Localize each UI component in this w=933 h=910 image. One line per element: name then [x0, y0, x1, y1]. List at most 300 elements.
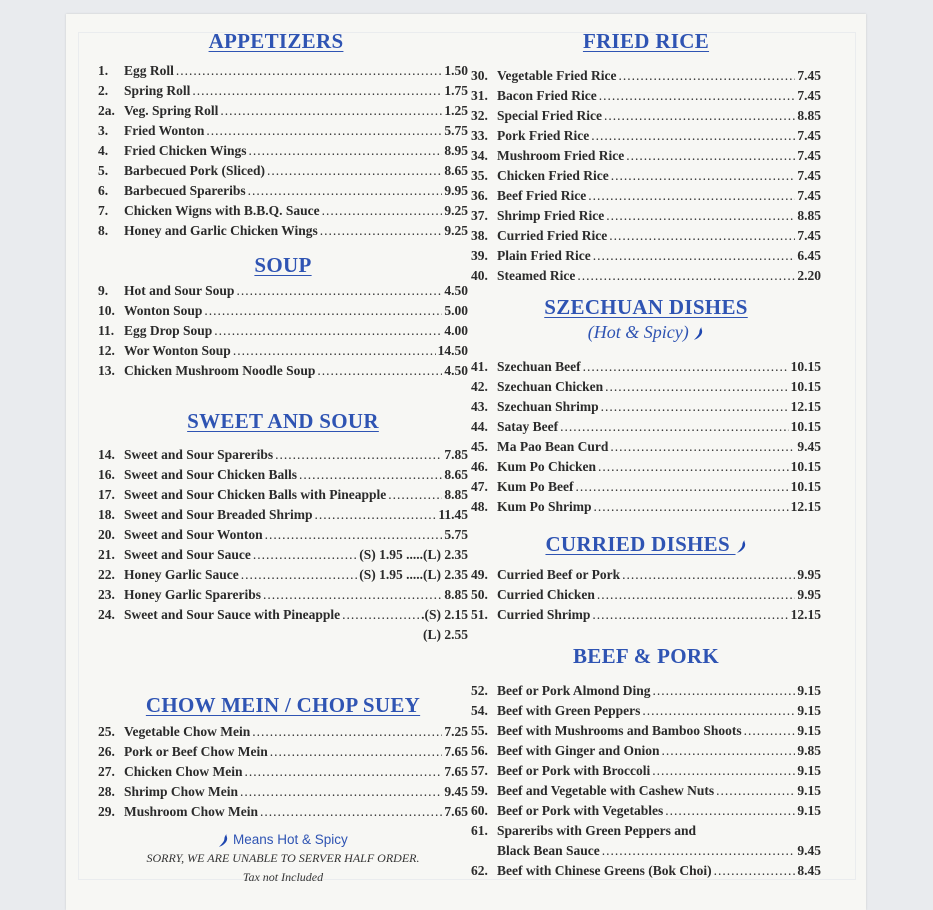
- leader-dots: [252, 722, 442, 742]
- item-price: 9.45: [797, 843, 821, 858]
- item-price: 7.65: [444, 764, 468, 779]
- item-price: 12.15: [790, 607, 821, 622]
- item-number: 20.: [98, 527, 115, 542]
- item-price: 8.85: [797, 208, 821, 223]
- menu-item: [471, 417, 821, 437]
- item-price: 9.15: [797, 763, 821, 778]
- item-name: Beef or Pork with Broccoli: [497, 763, 651, 778]
- item-number: 2a.: [98, 103, 115, 118]
- menu-item: [471, 565, 821, 585]
- menu-item: [471, 357, 821, 377]
- item-name: Veg. Spring Roll: [124, 103, 219, 118]
- item-name: Mushroom Chow Mein: [124, 804, 259, 819]
- leader-dots: [665, 801, 795, 821]
- menu-right-column: [471, 24, 821, 881]
- leader-dots: [299, 465, 442, 485]
- menu-item: [471, 761, 821, 781]
- menu-item: [471, 801, 821, 821]
- item-number: 31.: [471, 88, 488, 103]
- menu-item: [471, 781, 821, 801]
- menu-item-continued: [471, 841, 821, 861]
- soup-list: [98, 281, 468, 381]
- item-name: Beef with Mushrooms and Bamboo Shoots: [497, 723, 742, 738]
- item-number: 12.: [98, 343, 115, 358]
- leader-dots: [653, 681, 796, 701]
- leader-dots: [604, 106, 795, 126]
- item-name: Curried Shrimp: [497, 607, 591, 622]
- leader-dots: [253, 545, 357, 565]
- item-number: 7.: [98, 203, 109, 218]
- leader-dots: [622, 565, 795, 585]
- item-name: Egg Roll: [124, 63, 174, 78]
- menu-item: [471, 821, 821, 841]
- menu-item: [471, 146, 821, 166]
- menu-item: [98, 361, 468, 381]
- menu-item: [98, 321, 468, 341]
- menu-item: [471, 605, 821, 625]
- leader-dots: [560, 417, 789, 437]
- leader-dots: [618, 66, 795, 86]
- menu-item: [98, 605, 468, 625]
- chow-mein-list: [98, 722, 468, 822]
- item-name: Kum Po Beef: [497, 479, 574, 494]
- menu-item: [471, 861, 821, 881]
- menu-item: [98, 525, 468, 545]
- item-price: 7.45: [797, 128, 821, 143]
- item-price: 7.25: [444, 724, 468, 739]
- leader-dots: [714, 861, 796, 881]
- menu-item: [98, 341, 468, 361]
- item-number: 21.: [98, 547, 115, 562]
- item-number: 4.: [98, 143, 109, 158]
- item-name: Honey Garlic Sauce: [124, 567, 239, 582]
- menu-item: [98, 81, 468, 101]
- item-price: 8.85: [797, 108, 821, 123]
- item-price: 7.85: [444, 447, 468, 462]
- beef-pork-heading: BEEF & PORK: [572, 644, 720, 668]
- menu-item: [98, 565, 468, 585]
- item-name: Curried Beef or Pork: [497, 567, 621, 582]
- hot-spicy-legend: [98, 832, 468, 848]
- fried-rice-list: [471, 66, 821, 286]
- leader-dots: [598, 457, 789, 477]
- menu-item: [471, 66, 821, 86]
- leader-dots: [192, 81, 442, 101]
- chili-pepper-icon: [693, 326, 704, 341]
- curried-heading: [471, 529, 821, 559]
- item-number: 59.: [471, 783, 488, 798]
- item-number: 23.: [98, 587, 115, 602]
- item-number: 36.: [471, 188, 488, 203]
- leader-dots: [260, 802, 442, 822]
- menu-item: [471, 681, 821, 701]
- item-name: Beef with Ginger and Onion: [497, 743, 660, 758]
- item-name: Bacon Fried Rice: [497, 88, 597, 103]
- leader-dots: [270, 742, 443, 762]
- item-number: 18.: [98, 507, 115, 522]
- item-name: Plain Fried Rice: [497, 248, 591, 263]
- hot-spicy-legend-text: Means Hot & Spicy: [232, 832, 348, 847]
- beef-pork-list: [471, 681, 821, 881]
- leader-dots: [601, 397, 789, 417]
- item-price: 10.15: [790, 379, 821, 394]
- item-name: Szechuan Shrimp: [497, 399, 599, 414]
- leader-dots: [605, 377, 788, 397]
- leader-dots: [220, 101, 442, 121]
- leader-dots: [597, 585, 796, 605]
- item-number: 34.: [471, 148, 488, 163]
- item-name: Fried Wonton: [124, 123, 205, 138]
- leader-dots: [662, 741, 796, 761]
- menu-item: [471, 246, 821, 266]
- menu-item: [471, 701, 821, 721]
- leader-dots: [626, 146, 795, 166]
- leader-dots: [599, 86, 796, 106]
- leader-dots: [248, 181, 443, 201]
- leader-dots: [388, 485, 442, 505]
- menu-item: [471, 86, 821, 106]
- item-name: Vegetable Fried Rice: [497, 68, 617, 83]
- menu-item: [98, 101, 468, 121]
- item-name: Honey and Garlic Chicken Wings: [124, 223, 318, 238]
- menu-item: [471, 126, 821, 146]
- menu-item: [471, 377, 821, 397]
- item-number: 17.: [98, 487, 115, 502]
- leader-dots: [611, 166, 796, 186]
- menu-item: [98, 201, 468, 221]
- item-price: 7.45: [797, 88, 821, 103]
- item-number: 51.: [471, 607, 488, 622]
- item-price: 14.50: [437, 343, 468, 358]
- item-number: 1.: [98, 63, 109, 78]
- menu-item: [98, 762, 468, 782]
- item-name: Curried Fried Rice: [497, 228, 608, 243]
- szechuan-heading: SZECHUAN DISHES: [544, 295, 748, 319]
- menu-item: [471, 206, 821, 226]
- tax-notice: Tax not Included: [242, 869, 324, 884]
- leader-dots: [204, 301, 442, 321]
- item-name: Special Fried Rice: [497, 108, 602, 123]
- menu-item: [98, 782, 468, 802]
- item-name: Barbecued Pork (Sliced): [124, 163, 265, 178]
- item-number: 24.: [98, 607, 115, 622]
- leader-dots: [594, 497, 789, 517]
- item-name: Barbecued Spareribs: [124, 183, 246, 198]
- item-number: 47.: [471, 479, 488, 494]
- menu-item: [471, 585, 821, 605]
- item-name: Pork Fried Rice: [497, 128, 590, 143]
- item-price: 10.15: [790, 479, 821, 494]
- szechuan-subtitle: (Hot & Spicy): [587, 322, 689, 342]
- item-name: Beef with Chinese Greens (Bok Choi): [497, 863, 712, 878]
- item-price: 5.75: [444, 123, 468, 138]
- item-price: 1.25: [444, 103, 468, 118]
- menu-item: [98, 445, 468, 465]
- menu-item: [471, 397, 821, 417]
- item-price: 12.15: [790, 499, 821, 514]
- item-price: 7.45: [797, 68, 821, 83]
- item-number: 27.: [98, 764, 115, 779]
- leader-dots: [610, 437, 795, 457]
- item-price: 9.95: [797, 587, 821, 602]
- item-price: 8.85: [444, 587, 468, 602]
- leader-dots: [267, 161, 442, 181]
- item-name: Szechuan Beef: [497, 359, 581, 374]
- item-number: 33.: [471, 128, 488, 143]
- leader-dots: [265, 525, 443, 545]
- sweet-and-sour-list: [98, 445, 468, 645]
- item-price: 7.45: [797, 188, 821, 203]
- menu-item: [98, 802, 468, 822]
- leader-dots: [249, 141, 443, 161]
- menu-item: [98, 141, 468, 161]
- leader-dots: [275, 445, 442, 465]
- item-price: 7.65: [444, 744, 468, 759]
- item-number: 50.: [471, 587, 488, 602]
- item-name: Sweet and Sour Sauce: [124, 547, 251, 562]
- leader-dots: [642, 701, 795, 721]
- item-price: 5.00: [444, 303, 468, 318]
- item-name: Sweet and Sour Chicken Balls: [124, 467, 298, 482]
- item-price: 9.95: [444, 183, 468, 198]
- menu-item: [98, 505, 468, 525]
- item-name: Mushroom Fried Rice: [497, 148, 625, 163]
- item-number: 57.: [471, 763, 488, 778]
- menu-item: [98, 281, 468, 301]
- menu-page: [66, 14, 866, 910]
- item-number: 5.: [98, 163, 109, 178]
- item-name: Sweet and Sour Breaded Shrimp: [124, 507, 313, 522]
- item-number: 54.: [471, 703, 488, 718]
- leader-dots: [744, 721, 796, 741]
- item-price: 9.15: [797, 803, 821, 818]
- item-name: Beef or Pork with Vegetables: [497, 803, 664, 818]
- item-number: 16.: [98, 467, 115, 482]
- item-name: Ma Pao Bean Curd: [497, 439, 609, 454]
- menu-item: [471, 477, 821, 497]
- leader-dots: [240, 782, 442, 802]
- appetizers-heading: APPETIZERS: [208, 29, 344, 53]
- menu-item: [98, 301, 468, 321]
- item-number: 35.: [471, 168, 488, 183]
- item-number: 41.: [471, 359, 488, 374]
- item-price: 7.45: [797, 148, 821, 163]
- sweet-and-sour-heading: SWEET AND SOUR: [187, 409, 379, 433]
- item-price: 11.45: [438, 507, 468, 522]
- item-price: 7.45: [797, 168, 821, 183]
- item-name: Beef or Pork Almond Ding: [497, 683, 651, 698]
- curried-list: [471, 565, 821, 625]
- item-price: 9.15: [797, 783, 821, 798]
- item-name: Beef with Green Peppers: [497, 703, 641, 718]
- item-number: 13.: [98, 363, 115, 378]
- item-name: Egg Drop Soup: [124, 323, 213, 338]
- item-price: 5.75: [444, 527, 468, 542]
- item-name: Sweet and Sour Chicken Balls with Pineapple: [124, 487, 387, 502]
- menu-item: [471, 186, 821, 206]
- item-number: 42.: [471, 379, 488, 394]
- menu-item: [471, 437, 821, 457]
- item-name: Shrimp Chow Mein: [124, 784, 239, 799]
- menu-item: [98, 181, 468, 201]
- item-number: 45.: [471, 439, 488, 454]
- leader-dots: [602, 841, 796, 861]
- leader-dots: [214, 321, 442, 341]
- item-number: 10.: [98, 303, 115, 318]
- item-name: Satay Beef: [497, 419, 559, 434]
- item-name: Pork or Beef Chow Mein: [124, 744, 268, 759]
- chili-pepper-icon: [218, 833, 229, 848]
- item-name: Sweet and Sour Spareribs: [124, 447, 274, 462]
- menu-item: [98, 121, 468, 141]
- item-number: 28.: [98, 784, 115, 799]
- soup-heading: SOUP: [254, 253, 312, 277]
- fried-rice-heading: FRIED RICE: [582, 29, 710, 53]
- item-number: 61.: [471, 823, 488, 838]
- item-name: Kum Po Shrimp: [497, 499, 592, 514]
- item-price: 10.15: [790, 359, 821, 374]
- item-price: 4.50: [444, 363, 468, 378]
- item-number: 3.: [98, 123, 109, 138]
- item-price: 9.95: [797, 567, 821, 582]
- item-price: 9.85: [797, 743, 821, 758]
- leader-dots: [576, 477, 789, 497]
- item-number: 44.: [471, 419, 488, 434]
- item-number: 30.: [471, 68, 488, 83]
- item-number: 43.: [471, 399, 488, 414]
- item-number: 2.: [98, 83, 109, 98]
- menu-item: [98, 61, 468, 81]
- item-number: 55.: [471, 723, 488, 738]
- leader-dots: [577, 266, 795, 286]
- item-number: 6.: [98, 183, 109, 198]
- item-number: 25.: [98, 724, 115, 739]
- item-number: 38.: [471, 228, 488, 243]
- menu-item: [98, 742, 468, 762]
- item-name: Sweet and Sour Sauce with Pineapple: [124, 607, 341, 622]
- item-price: 8.95: [444, 143, 468, 158]
- item-price: 1.75: [444, 83, 468, 98]
- item-name: Kum Po Chicken: [497, 459, 597, 474]
- item-name: Chicken Fried Rice: [497, 168, 609, 183]
- item-price: 12.15: [790, 399, 821, 414]
- leader-dots: [342, 605, 419, 625]
- item-name: Honey Garlic Spareribs: [124, 587, 261, 602]
- leader-dots: [652, 761, 795, 781]
- leader-dots: [236, 281, 442, 301]
- leader-dots: [241, 565, 358, 585]
- item-price: 7.65: [444, 804, 468, 819]
- item-name: Steamed Rice: [497, 268, 576, 283]
- item-number: 39.: [471, 248, 488, 263]
- leader-dots: [593, 246, 796, 266]
- item-number: 46.: [471, 459, 488, 474]
- item-price: 1.50: [444, 63, 468, 78]
- item-name: Curried Chicken: [497, 587, 595, 602]
- item-price: .(S) 2.15: [421, 607, 468, 622]
- item-price: 9.45: [444, 784, 468, 799]
- item-number: 40.: [471, 268, 488, 283]
- item-price: 7.45: [797, 228, 821, 243]
- item-price: 4.00: [444, 323, 468, 338]
- leader-dots: [320, 221, 443, 241]
- item-price: 8.85: [444, 487, 468, 502]
- menu-item: [98, 221, 468, 241]
- item-number: 8.: [98, 223, 109, 238]
- item-number: 22.: [98, 567, 115, 582]
- item-number: 26.: [98, 744, 115, 759]
- leader-dots: [716, 781, 795, 801]
- item-price: 6.45: [797, 248, 821, 263]
- item-name: Beef Fried Rice: [497, 188, 587, 203]
- item-number: 48.: [471, 499, 488, 514]
- appetizers-list: [98, 61, 468, 241]
- item-name: Vegetable Chow Mein: [124, 724, 251, 739]
- leader-dots: [609, 226, 795, 246]
- leader-dots: [245, 762, 443, 782]
- leader-dots: [592, 605, 788, 625]
- item-number: 62.: [471, 863, 488, 878]
- item-price: (S) 1.95 .....(L) 2.35: [359, 567, 468, 582]
- menu-item: [471, 497, 821, 517]
- item-name: Chicken Mushroom Noodle Soup: [124, 363, 316, 378]
- menu-item: [471, 721, 821, 741]
- item-price: 8.65: [444, 163, 468, 178]
- appetizers-section: [98, 29, 468, 61]
- leader-dots: [176, 61, 442, 81]
- chow-mein-heading: CHOW MEIN / CHOP SUEY: [145, 693, 421, 717]
- menu-item: [471, 226, 821, 246]
- item-name: Szechuan Chicken: [497, 379, 604, 394]
- menu-item-continued: [98, 625, 468, 645]
- menu-item: [98, 485, 468, 505]
- item-name: Wonton Soup: [124, 303, 203, 318]
- half-order-notice: SORRY, WE ARE UNABLE TO SERVER HALF ORDER.: [146, 850, 420, 865]
- leader-dots: [591, 126, 795, 146]
- item-number: 9.: [98, 283, 109, 298]
- item-number: 29.: [98, 804, 115, 819]
- item-name: Chicken Chow Mein: [124, 764, 243, 779]
- item-price: 9.45: [797, 439, 821, 454]
- menu-item: [471, 166, 821, 186]
- leader-dots: [606, 206, 795, 226]
- leader-dots: [322, 201, 443, 221]
- item-price: 9.15: [797, 703, 821, 718]
- item-name: Hot and Sour Soup: [124, 283, 235, 298]
- item-price: (S) 1.95 .....(L) 2.35: [359, 547, 468, 562]
- leader-dots: [315, 505, 437, 525]
- menu-item: [98, 465, 468, 485]
- menu-item: [471, 457, 821, 477]
- leader-dots: [233, 341, 436, 361]
- item-price: 9.15: [797, 683, 821, 698]
- menu-item: [98, 545, 468, 565]
- item-number: 60.: [471, 803, 488, 818]
- item-name: Spareribs with Green Peppers and: [497, 823, 697, 838]
- leader-dots: [263, 585, 442, 605]
- item-price: 9.15: [797, 723, 821, 738]
- item-name: Beef and Vegetable with Cashew Nuts: [497, 783, 715, 798]
- leader-dots: [588, 186, 795, 206]
- item-number: 37.: [471, 208, 488, 223]
- item-name: Sweet and Sour Wonton: [124, 527, 263, 542]
- item-price: 9.25: [444, 203, 468, 218]
- item-price: 2.20: [797, 268, 821, 283]
- szechuan-list: [471, 357, 821, 517]
- menu-item: [471, 106, 821, 126]
- chili-pepper-icon: [736, 539, 747, 554]
- item-price: 9.25: [444, 223, 468, 238]
